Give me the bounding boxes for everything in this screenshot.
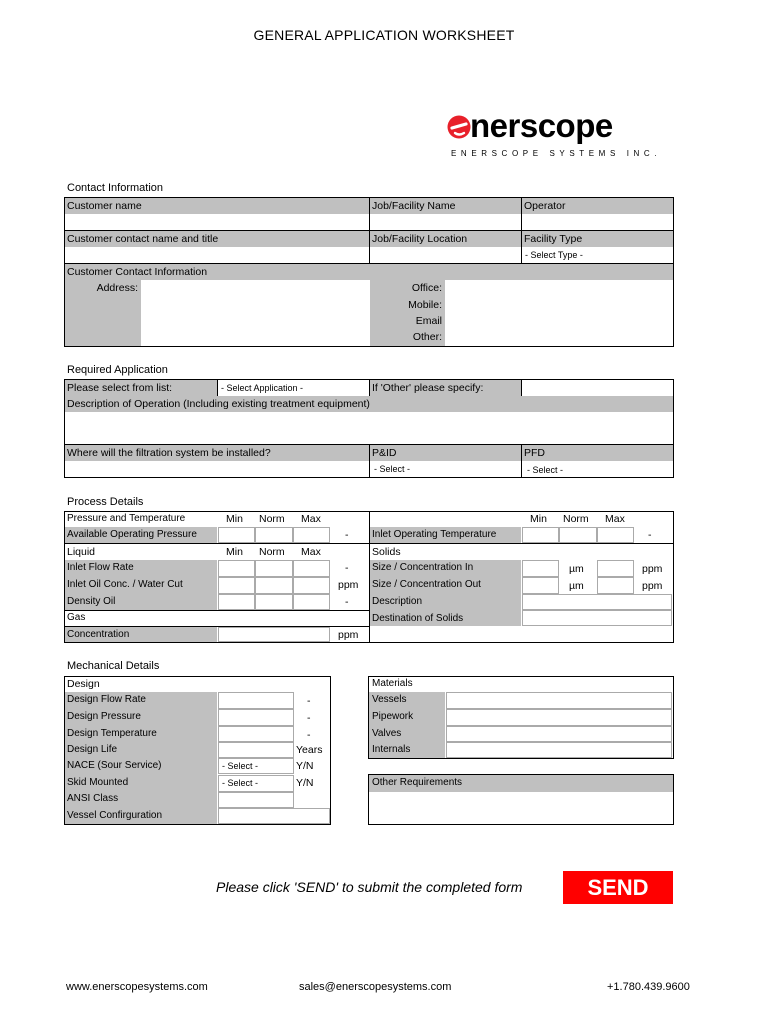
unit-yn: Y/N — [296, 760, 314, 772]
send-button[interactable]: SEND — [563, 871, 673, 904]
skid-mounted-select[interactable]: - Select - — [222, 778, 259, 788]
pipework-field[interactable] — [446, 709, 672, 726]
contact-section-heading: Contact Information — [67, 182, 163, 194]
concentration-label: Concentration — [67, 629, 130, 640]
gas-concentration-field[interactable] — [218, 627, 330, 642]
concentration-in-field[interactable] — [597, 560, 634, 577]
pid-label: P&ID — [372, 447, 397, 459]
unit-yn: Y/N — [296, 777, 314, 789]
unit-um: µm — [569, 563, 584, 575]
inlet-oil-norm-field[interactable] — [255, 577, 293, 594]
design-pressure-label: Design Pressure — [67, 711, 141, 722]
process-section-heading: Process Details — [67, 496, 144, 508]
office-label: Office: — [411, 282, 442, 294]
other-label: Other: — [412, 331, 442, 343]
footer-website-link[interactable]: www.enerscopesystems.com — [66, 981, 208, 993]
description-operation-label: Description of Operation (Including existing treatment equipment) — [67, 398, 370, 410]
internals-label: Internals — [372, 744, 411, 755]
application-section-heading: Required Application — [67, 364, 168, 376]
inlet-temp-label: Inlet Operating Temperature — [372, 529, 497, 540]
address-field[interactable] — [142, 281, 368, 345]
design-temp-field[interactable] — [218, 726, 294, 742]
inlet-flow-norm-field[interactable] — [255, 560, 293, 577]
customer-contact-field[interactable] — [66, 248, 368, 263]
max-header: Max — [301, 513, 321, 525]
other-requirements-label: Other Requirements — [372, 777, 463, 788]
size-out-field[interactable] — [522, 577, 559, 594]
size-in-label: Size / Concentration In — [372, 562, 474, 573]
description-label: Description — [372, 596, 423, 607]
avail-pressure-max-field[interactable] — [293, 527, 330, 543]
vessels-label: Vessels — [372, 694, 407, 705]
norm-header: Norm — [259, 546, 285, 558]
mechanical-section-heading: Mechanical Details — [67, 660, 160, 672]
max-header: Max — [301, 546, 321, 558]
unit-dash: - — [648, 529, 652, 541]
pid-select[interactable]: - Select - — [374, 464, 411, 474]
unit-dash: - — [307, 729, 311, 741]
size-out-label: Size / Concentration Out — [372, 579, 481, 590]
install-location-field[interactable] — [66, 462, 368, 477]
unit-ppm: ppm — [642, 563, 663, 575]
facility-type-label: Facility Type — [524, 233, 583, 245]
mobile-field[interactable] — [446, 298, 672, 314]
job-facility-location-field[interactable] — [371, 248, 520, 263]
unit-dash: - — [307, 712, 311, 724]
operator-field[interactable] — [523, 215, 672, 230]
nace-label: NACE (Sour Service) — [67, 760, 162, 771]
page-title: GENERAL APPLICATION WORKSHEET — [253, 27, 515, 43]
operator-label: Operator — [524, 200, 566, 212]
design-life-label: Design Life — [67, 744, 118, 755]
norm-header: Norm — [259, 513, 285, 525]
inlet-flow-label: Inlet Flow Rate — [67, 562, 134, 573]
customer-contact-label: Customer contact name and title — [67, 233, 219, 245]
other-requirements-field[interactable] — [370, 793, 672, 823]
density-oil-label: Density Oil — [67, 596, 116, 607]
other-field[interactable] — [446, 330, 672, 345]
vessels-field[interactable] — [446, 692, 672, 709]
inlet-oil-min-field[interactable] — [218, 577, 255, 594]
customer-name-label: Customer name — [67, 200, 142, 212]
email-label: Email — [415, 315, 442, 327]
mobile-label: Mobile: — [408, 299, 442, 311]
unit-years: Years — [296, 744, 323, 756]
inlet-temp-max-field[interactable] — [597, 527, 634, 543]
min-header: Min — [530, 513, 547, 525]
design-pressure-field[interactable] — [218, 709, 294, 726]
pfd-label: PFD — [524, 447, 545, 459]
inlet-temp-norm-field[interactable] — [559, 527, 597, 543]
destination-solids-field[interactable] — [522, 610, 672, 626]
design-temp-label: Design Temperature — [67, 728, 157, 739]
ansi-class-field[interactable] — [218, 792, 294, 808]
liquid-label: Liquid — [67, 546, 96, 558]
design-life-field[interactable] — [218, 742, 294, 758]
logo-wordmark: nerscope — [470, 107, 613, 144]
pfd-select[interactable]: - Select - — [527, 465, 564, 475]
concentration-out-field[interactable] — [597, 577, 634, 594]
if-other-label: If 'Other' please specify: — [372, 382, 484, 394]
address-label: Address: — [96, 282, 138, 294]
size-in-field[interactable] — [522, 560, 559, 577]
facility-type-select[interactable]: - Select Type - — [525, 250, 583, 260]
unit-ppm: ppm — [642, 580, 663, 592]
solids-label: Solids — [372, 546, 401, 558]
inlet-flow-min-field[interactable] — [218, 560, 255, 577]
pressure-temp-label: Pressure and Temperature — [67, 513, 186, 524]
vessel-config-field[interactable] — [218, 808, 330, 824]
materials-label: Materials — [372, 678, 413, 689]
avail-pressure-label: Available Operating Pressure — [67, 529, 197, 540]
job-facility-name-label: Job/Facility Name — [372, 200, 456, 212]
valves-field[interactable] — [446, 726, 672, 742]
density-max-field[interactable] — [293, 594, 330, 610]
please-select-label: Please select from list: — [67, 382, 173, 394]
inlet-oil-max-field[interactable] — [293, 577, 330, 594]
gas-label: Gas — [67, 612, 86, 623]
norm-header: Norm — [563, 513, 589, 525]
inlet-oil-label: Inlet Oil Conc. / Water Cut — [67, 579, 183, 590]
avail-pressure-norm-field[interactable] — [255, 527, 293, 543]
unit-um: µm — [569, 580, 584, 592]
where-installed-label: Where will the filtration system be installed? — [67, 447, 271, 459]
description-operation-field[interactable] — [66, 413, 672, 443]
vessel-config-label: Vessel Confirguration — [67, 810, 163, 821]
inlet-flow-max-field[interactable] — [293, 560, 330, 577]
density-min-field[interactable] — [218, 594, 255, 610]
job-facility-name-field[interactable] — [371, 215, 520, 230]
internals-field[interactable] — [446, 742, 672, 758]
ansi-class-label: ANSI Class — [67, 793, 119, 804]
design-label: Design — [67, 678, 100, 690]
other-application-field[interactable] — [522, 381, 672, 396]
avail-pressure-min-field[interactable] — [218, 527, 255, 543]
unit-dash: - — [345, 562, 349, 574]
unit-ppm: ppm — [338, 629, 359, 641]
customer-name-field[interactable] — [66, 215, 368, 230]
send-instruction: Please click 'SEND' to submit the completed form — [216, 879, 523, 895]
office-field[interactable] — [446, 281, 672, 297]
email-field[interactable] — [446, 314, 672, 330]
skid-mounted-label: Skid Mounted — [67, 777, 129, 788]
logo-e-mark-icon — [447, 114, 471, 140]
logo-tagline: ENERSCOPE SYSTEMS INC. — [451, 149, 662, 158]
max-header: Max — [605, 513, 625, 525]
destination-solids-label: Destination of Solids — [372, 613, 464, 624]
density-norm-field[interactable] — [255, 594, 293, 610]
footer-phone: +1.780.439.9600 — [607, 981, 690, 993]
job-facility-location-label: Job/Facility Location — [372, 233, 468, 245]
footer-email-link[interactable]: sales@enerscopesystems.com — [299, 981, 452, 993]
min-header: Min — [226, 513, 243, 525]
design-flow-field[interactable] — [218, 692, 294, 709]
solids-description-field[interactable] — [522, 594, 672, 610]
valves-label: Valves — [372, 728, 402, 739]
design-flow-label: Design Flow Rate — [67, 694, 146, 705]
unit-ppm: ppm — [338, 579, 359, 591]
pipework-label: Pipework — [372, 711, 414, 722]
min-header: Min — [226, 546, 243, 558]
application-select[interactable]: - Select Application - — [221, 383, 304, 393]
nace-select[interactable]: - Select - — [222, 761, 259, 771]
unit-dash: - — [345, 529, 349, 541]
inlet-temp-min-field[interactable] — [522, 527, 559, 543]
unit-dash: - — [345, 596, 349, 608]
customer-contact-info-label: Customer Contact Information — [67, 266, 208, 278]
unit-dash: - — [307, 695, 311, 707]
